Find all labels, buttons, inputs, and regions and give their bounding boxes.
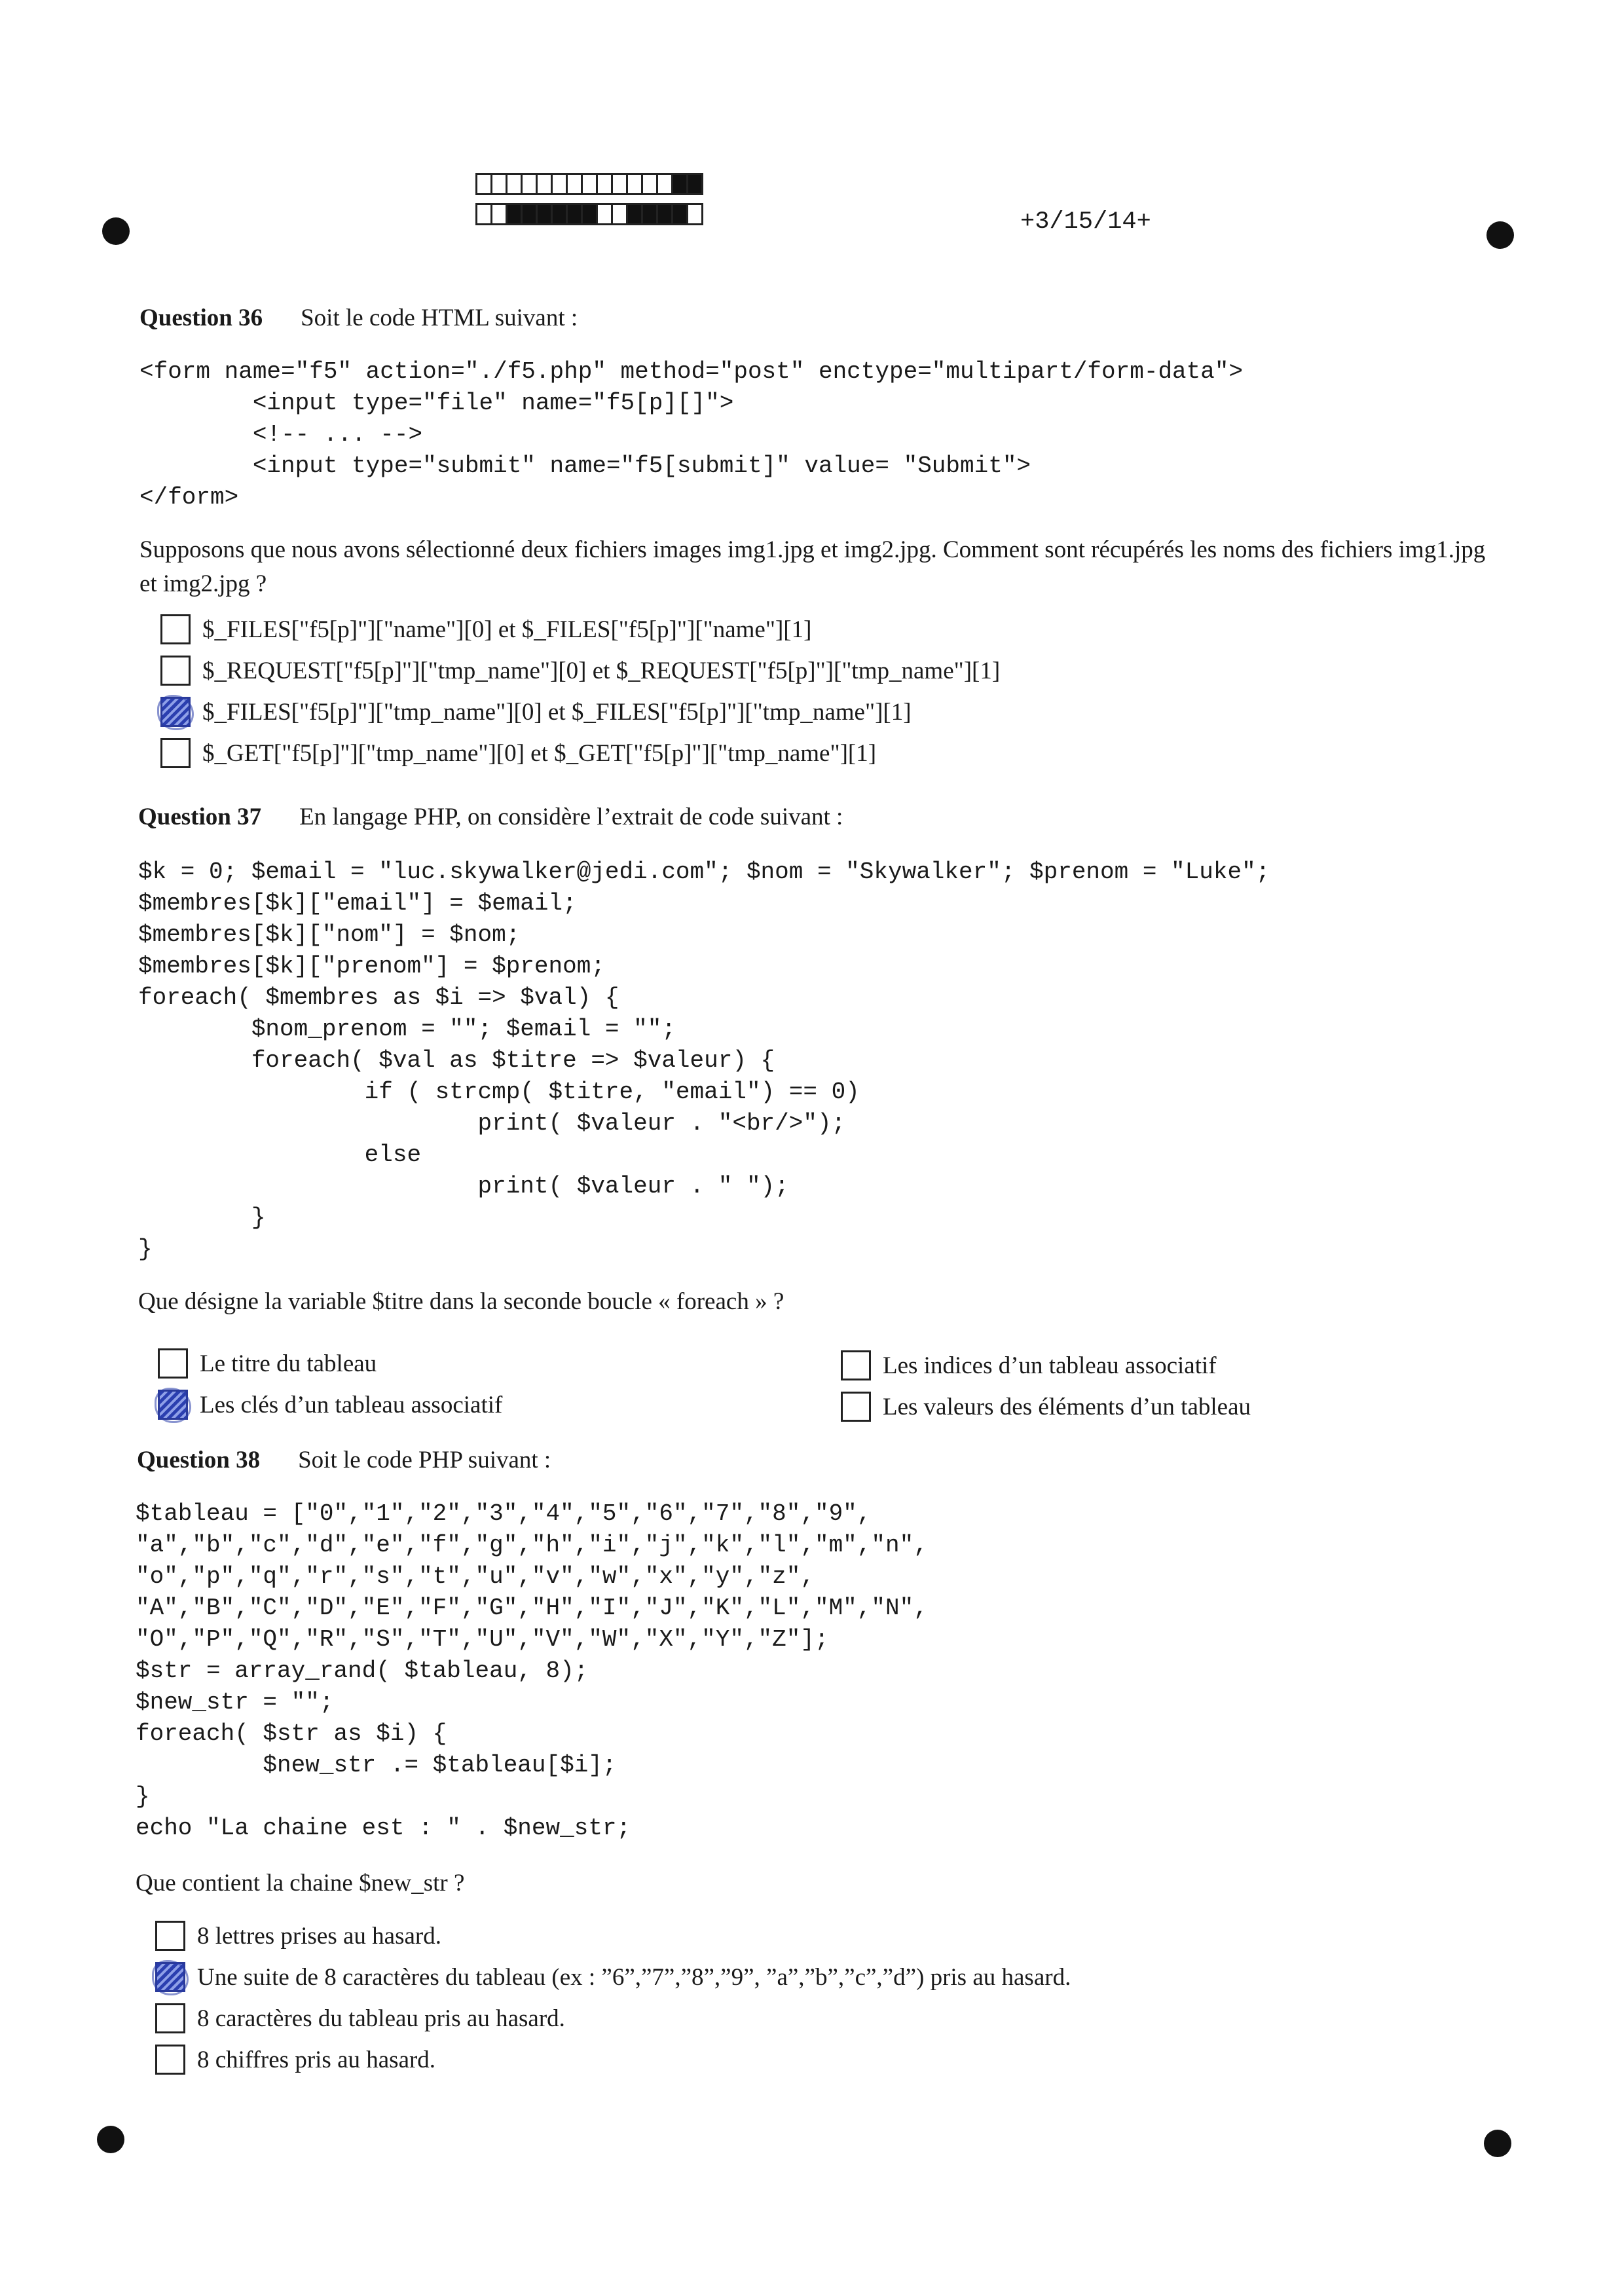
option-label: Les indices d’un tableau associatif xyxy=(883,1352,1217,1379)
question-38-header xyxy=(137,1446,551,1474)
q36-option[interactable] xyxy=(160,697,912,727)
checkbox[interactable] xyxy=(155,1962,185,1992)
checkbox[interactable] xyxy=(841,1350,871,1380)
q37-code-block: $k = 0; $email = "luc.skywalker@jedi.com"; $nom = "Skywalker"; $prenom = "Luke"; $membres[$k]["email"] = $email; $membres[$k]["nom"] = $nom; $membres[$k]["prenom"] = $prenom; foreach( $membres as $i => $val) { $nom_prenom = ""; $email = ""; foreach( $val as $titre => $valeur) { if ( strcmp( $titre, "email") == 0) print( $valeur . "<br/>"); else print( $valeur . " "); } } xyxy=(138,859,1270,1263)
question-number: Question 37 xyxy=(138,804,262,830)
checkbox[interactable] xyxy=(841,1392,871,1422)
q38-option[interactable] xyxy=(155,1962,1071,1992)
q37-option[interactable] xyxy=(841,1392,1251,1422)
q37-option[interactable] xyxy=(841,1350,1217,1380)
page-id: +3/15/14+ xyxy=(1020,208,1151,236)
q38-option[interactable] xyxy=(155,2003,565,2033)
barcode-cell xyxy=(686,173,703,195)
option-label: 8 chiffres pris au hasard. xyxy=(197,2046,436,2073)
question-prompt: En langage PHP, on considère l’extrait de code suivant : xyxy=(299,804,843,830)
registration-mark-top-right xyxy=(1486,221,1514,249)
checkbox[interactable] xyxy=(155,2003,185,2033)
question-number: Question 36 xyxy=(139,305,263,331)
q36-question-text: Supposons que nous avons sélectionné deux fichiers images img1.jpg et img2.jpg. Comment sont récupérés les noms des fichiers img1.jpg et img2.jpg ? xyxy=(139,536,1486,597)
question-prompt: Soit le code PHP suivant : xyxy=(298,1447,551,1473)
option-label: 8 lettres prises au hasard. xyxy=(197,1922,441,1950)
q37-question-text: Que désigne la variable $titre dans la seconde boucle « foreach » ? xyxy=(138,1288,784,1315)
barcode-bottom-row xyxy=(475,203,701,225)
q38-option[interactable] xyxy=(155,2045,435,2075)
option-label: Les valeurs des éléments d’un tableau xyxy=(883,1393,1251,1420)
q38-question-text: Que contient la chaine $new_str ? xyxy=(136,1870,465,1897)
option-label: $_REQUEST["f5[p]"]["tmp_name"][0] et $_REQUEST["f5[p]"]["tmp_name"][1] xyxy=(202,657,1001,684)
option-label: 8 caractères du tableau pris au hasard. xyxy=(197,2005,565,2032)
checkbox[interactable] xyxy=(158,1348,188,1379)
barcode-cell xyxy=(686,203,703,225)
registration-mark-bottom-left xyxy=(97,2126,124,2153)
question-number: Question 38 xyxy=(137,1447,261,1473)
checkbox[interactable] xyxy=(155,2045,185,2075)
barcode-top-row xyxy=(475,173,701,195)
option-label: Le titre du tableau xyxy=(200,1350,377,1377)
checkbox[interactable] xyxy=(160,697,191,727)
checkbox[interactable] xyxy=(160,656,191,686)
q36-option[interactable] xyxy=(160,614,811,644)
checkbox[interactable] xyxy=(155,1921,185,1951)
q36-option[interactable] xyxy=(160,656,1000,686)
question-prompt: Soit le code HTML suivant : xyxy=(301,305,578,331)
option-label: $_FILES["f5[p]"]["name"][0] et $_FILES["f5[p]"]["name"][1] xyxy=(202,616,812,643)
question-37-header xyxy=(138,803,843,831)
q36-option[interactable] xyxy=(160,738,876,768)
question-36-header xyxy=(139,304,578,332)
registration-mark-top-left xyxy=(102,217,130,245)
option-label: $_GET["f5[p]"]["tmp_name"][0] et $_GET["f5[p]"]["tmp_name"][1] xyxy=(202,739,877,767)
option-label: Une suite de 8 caractères du tableau (ex : ”6”,”7”,”8”,”9”, ”a”,”b”,”c”,”d”) pris au hasard. xyxy=(197,1963,1071,1991)
option-label: $_FILES["f5[p]"]["tmp_name"][0] et $_FILES["f5[p]"]["tmp_name"][1] xyxy=(202,698,912,726)
q36-code-block: <form name="f5" action="./f5.php" method="post" enctype="multipart/form-data"> <input type="file" name="f5[p][]"> <!-- ... --> <input type="submit" name="f5[submit]" value= "Submit"> </form> xyxy=(139,358,1244,511)
q38-option[interactable] xyxy=(155,1921,441,1951)
checkbox[interactable] xyxy=(160,738,191,768)
checkbox[interactable] xyxy=(158,1390,188,1420)
q37-option[interactable] xyxy=(158,1348,377,1379)
checkbox[interactable] xyxy=(160,614,191,644)
q37-option[interactable] xyxy=(158,1390,502,1420)
registration-mark-bottom-right xyxy=(1484,2130,1511,2157)
q38-code-block: $tableau = ["0","1","2","3","4","5","6","7","8","9", "a","b","c","d","e","f","g","h","i","j","k","l","m","n", "o","p","q","r","s","t","u","v","w","x","y","z", "A","B","C","D","E","F","G","H","I","J","K","L","M","N", "O","P","Q","R","S","T","U","V","W","X","Y","Z"]; $str = array_rand( $tableau, 8); $new_str = ""; foreach( $str as $i) { $new_str .= $tableau[$i]; } echo "La chaine est : " . $new_str; xyxy=(136,1500,928,1842)
option-label: Les clés d’un tableau associatif xyxy=(200,1391,503,1418)
